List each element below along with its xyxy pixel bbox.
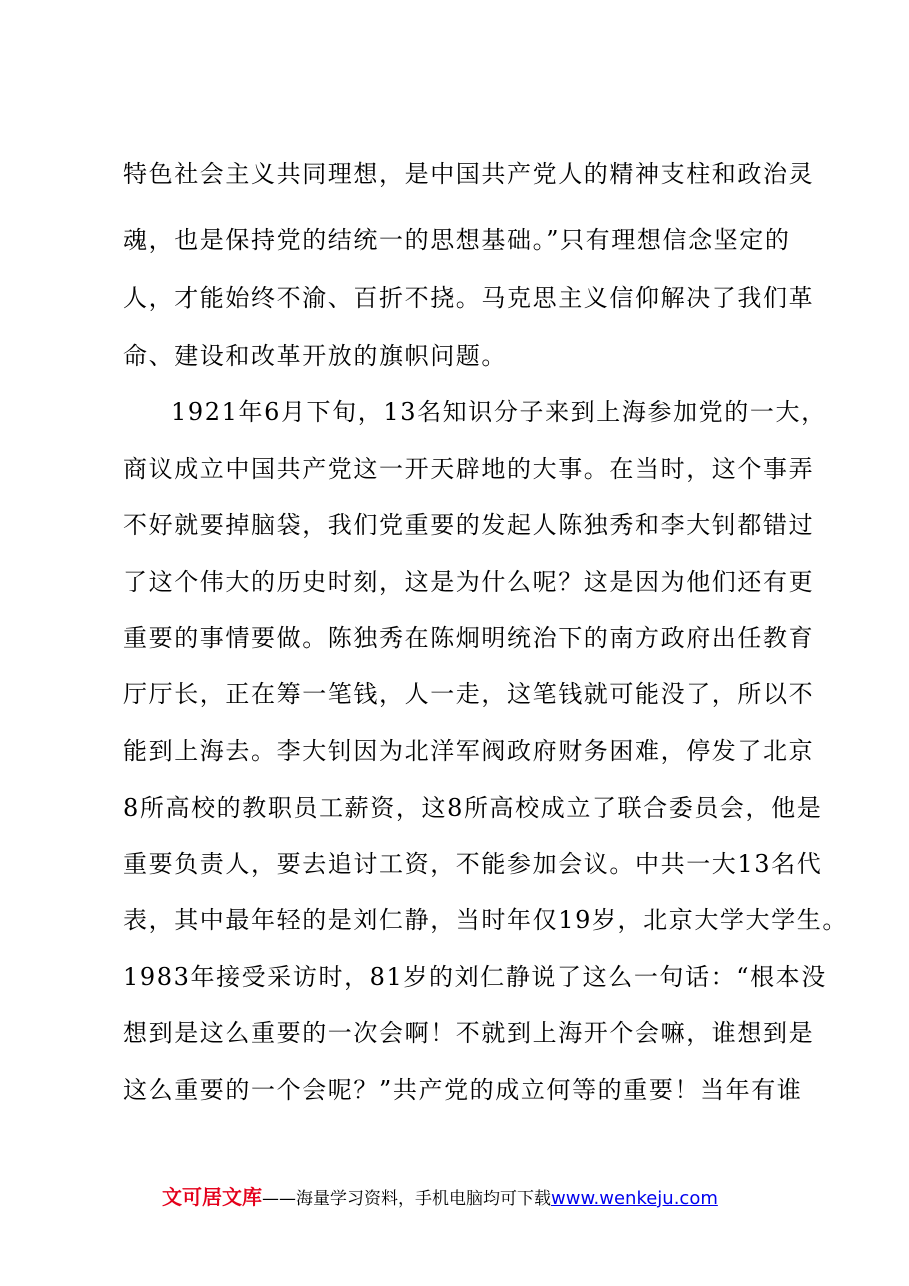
text-line: 特色社会主义共同理想，是中国共产党人的精神支柱和政治灵 <box>123 160 815 188</box>
text-line: 人，才能始终不渝、百折不挠。马克思主义信仰解决了我们革 <box>123 284 815 312</box>
footer-tagline: 海量学习资料，手机电脑均可下载 <box>296 1189 551 1209</box>
text-line: 1983年接受采访时，81岁的刘仁静说了这么一句话：“根本没 <box>123 963 827 991</box>
text-line: 命、建设和改革开放的旗帜问题。 <box>123 342 507 370</box>
text-line: 商议成立中国共产党这一开天辟地的大事。在当时，这个事弄 <box>123 455 815 483</box>
text-line: 不好就要掉脑袋，我们党重要的发起人陈独秀和李大钊都错过 <box>123 511 815 539</box>
footer-dash: —— <box>262 1189 296 1209</box>
text-line: 重要的事情要做。陈独秀在陈炯明统治下的南方政府出任教育 <box>123 624 815 652</box>
text-line: 重要负责人，要去追讨工资，不能参加会议。中共一大13名代 <box>123 850 823 878</box>
paragraph-first-line: 1921年6月下旬，13名知识分子来到上海参加党的一大， <box>171 398 827 426</box>
footer-banner <box>162 1182 782 1212</box>
text-line: 这么重要的一个会呢？”共产党的成立何等的重要！当年有谁 <box>123 1076 803 1104</box>
text-line: 魂，也是保持党的结统一的思想基础。”只有理想信念坚定的 <box>123 226 791 254</box>
brand-name: 文可居文库 <box>162 1185 262 1209</box>
text-line: 想到是这么重要的一次会啊！不就到上海开个会嘛，谁想到是 <box>123 1019 815 1047</box>
text-line: 了这个伟大的历史时刻，这是为什么呢？这是因为他们还有更 <box>123 568 815 596</box>
website-link[interactable]: www.wenkeju.com <box>551 1188 718 1209</box>
text-line: 厅厅长，正在筹一笔钱，人一走，这笔钱就可能没了，所以不 <box>123 680 815 708</box>
text-line: 表，其中最年轻的是刘仁静，当时年仅19岁，北京大学大学生。 <box>123 906 848 934</box>
text-line: 8所高校的教职员工薪资，这8所高校成立了联合委员会，他是 <box>123 794 823 822</box>
text-line: 能到上海去。李大钊因为北洋军阀政府财务困难，停发了北京 <box>123 737 815 765</box>
